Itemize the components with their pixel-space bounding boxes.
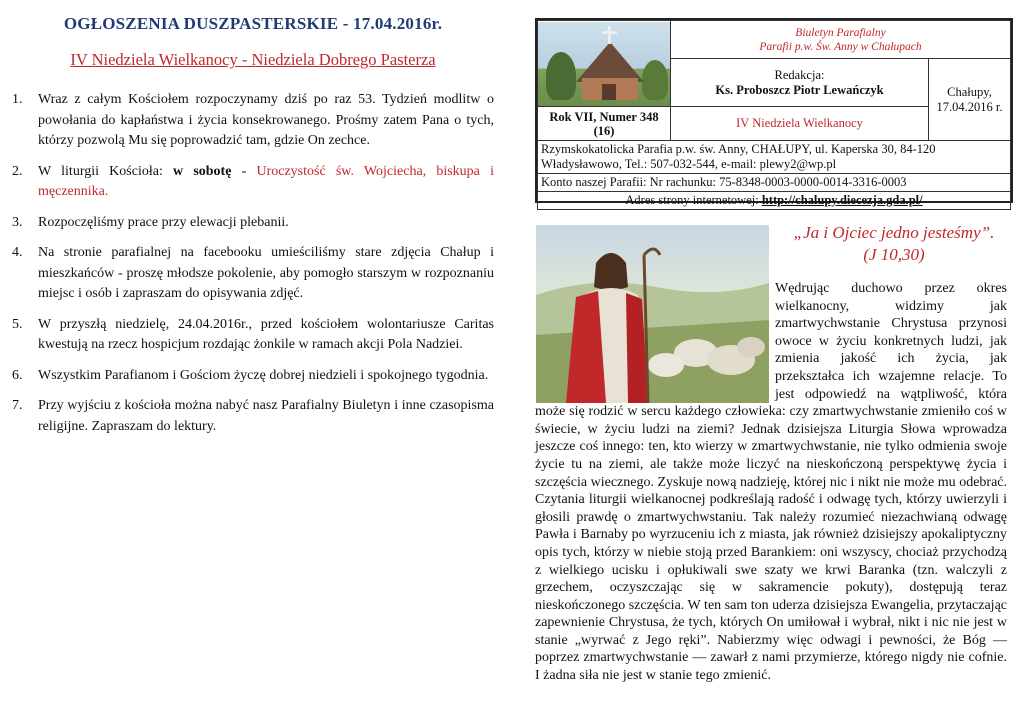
scripture-quote: „Ja i Ojciec jedno jesteśmy”. (J 10,30) [772, 222, 1016, 266]
list-item: 3. Rozpoczęliśmy prace przy elewacji plebanii. [12, 214, 289, 230]
scripture-reference: (J 10,30) [863, 245, 925, 264]
bulletin-name: Biuletyn Parafialny [795, 26, 886, 39]
parish-name: Parafii p.w. Św. Anny w Chałupach [759, 40, 922, 53]
week-title: IV Niedziela Wielkanocy [671, 107, 929, 141]
issue-sequence: (16) [593, 123, 615, 138]
church-photo [538, 21, 671, 107]
list-item: 1. Wraz z całym Kościołem rozpoczynamy dziś po raz 53. Tydzień modlitw o powołania do kapłaństwa i życia konsekrowanego. Prośmy zatem Pana o tych, którzy pozwolą Mu się poprowadzić tam, gdzie On zechce. [12, 92, 494, 148]
page-subtitle: IV Niedziela Wielkanocy - Niedziela Dobrego Pasterza [70, 50, 436, 69]
editor-name: Ks. Proboszcz Piotr Lewańczyk [715, 82, 884, 97]
parish-contact: Władysławowo, Tel.: 507-032-544, e-mail: plewy2@wp.pl [541, 157, 837, 171]
issue-place: Chałupy, [947, 84, 992, 99]
editor-label: Redakcja: [774, 67, 825, 82]
website-link[interactable]: http://chalupy.diecezja.gda.pl/ [761, 193, 923, 207]
list-item: 6. Wszystkim Parafianom i Gościom życzę dobrej niedzieli i spokojnego tygodnia. [12, 367, 489, 383]
issue-number: Rok VII, Numer 348 [549, 109, 659, 124]
article-body: Wędrując duchowo przez okres wielkanocny, widzimy jak zmartwychwstanie Chrystusa przynosi owoce w życiu konkretnych ludzi, jak zmienia jakość ich życia, jak przekształca ich wzajemne relacje. To jest odpowiedź na wątpliwość, która może się rodzić w sercu każdego człowieka: czy zmartwychwstanie zmieniło coś w świecie, w życiu ludzi na ziemi? Jednak dzisiejsza Liturgia Słowa wprowadza jeszcze coś innego: ten, kto wierzy w zmartwychwstanie, nie tylko odmienia swoje życie tu na ziemi, ale także może liczyć na nieskończoną perspektywę życia i szczęścia wiecznego. Zyskuje nową nadzieję, której nic i nikt nie może mu odebrać. Czytania liturgii wielkanocnej podkreślają radość i odwagę tych, którzy uwierzyli i głosili prawdę o zmartwychwstaniu. Tak należy rozumieć niezachwianą odwagę Pawła i Barnaby po wyrzuceniu ich z miasta, jak również dzisiejszy apokaliptyczny opis tych, którzy w niebie stoją przed Barankiem: oni wszyscy, chociaż przychodzą z wielkiego ucisku i opłukiwali swe szaty we krwi Baranka (tzn. walczyli z grzechem, oczyszczając się w sakramencie pokuty), dostępują teraz nieskończonego szczęścia. W ten sam ton uderza dzisiejsza Ewangelia, przytaczając zapewnienie Chrystusa, że tych, których On umiłował i wybrał, nikt i nic nie jest w stanie „wyrwać z Jego ręki”. Nabierzmy więc odwagi i pewności, że Bóg — poprzez zmartwychwstanie — zawarł z nami przymierze, którego nigdy nie cofnie. I żadna siła nie jest w stanie tego zmienić. [535, 281, 1007, 684]
website-label: Adres strony internetowej: [625, 193, 762, 207]
reflection-article [535, 280, 1007, 685]
bank-account: Konto naszej Parafii: Nr rachunku: 75-8348-0003-0000-0014-3316-0003 [538, 174, 1011, 192]
list-item: 4. Na stronie parafialnej na facebooku umieściliśmy stare zdjęcia Chałup i mieszkańców - proszę młodsze pokolenie, aby pomogło starszym w rozpoznaniu miejsc i osób i zapraszam do opisywania zdjęć. [12, 245, 494, 301]
page-title: OGŁOSZENIA DUSZPASTERSKIE - 17.04.2016r. [63, 14, 443, 33]
announcements-column [12, 14, 494, 447]
feast-highlight: Uroczystość św. Wojciecha, biskupa i męczennika. [38, 163, 494, 199]
list-item: 5. W przyszłą niedzielę, 24.04.2016r., przed kościołem wolontariusze Caritas kwestują na rzecz hospicjum rozdając żonkile w ramach akcji Pola Nadziei. [12, 316, 494, 352]
list-item: 7. Przy wyjściu z kościoła można nabyć nasz Parafialny Biuletyn i inne czasopisma religijne. Zapraszam do lektury. [12, 398, 494, 434]
issue-date: 17.04.2016 r. [936, 99, 1003, 114]
announcements-list [12, 90, 494, 437]
parish-address: Rzymskokatolicka Parafia p.w. św. Anny, CHAŁUPY, ul. Kaperska 30, 84-120 [541, 142, 936, 156]
bulletin-header [535, 18, 1013, 207]
list-item: 2. W liturgii Kościoła: w sobotę - Uroczystość św. Wojciecha, biskupa i męczennika. [12, 163, 494, 199]
